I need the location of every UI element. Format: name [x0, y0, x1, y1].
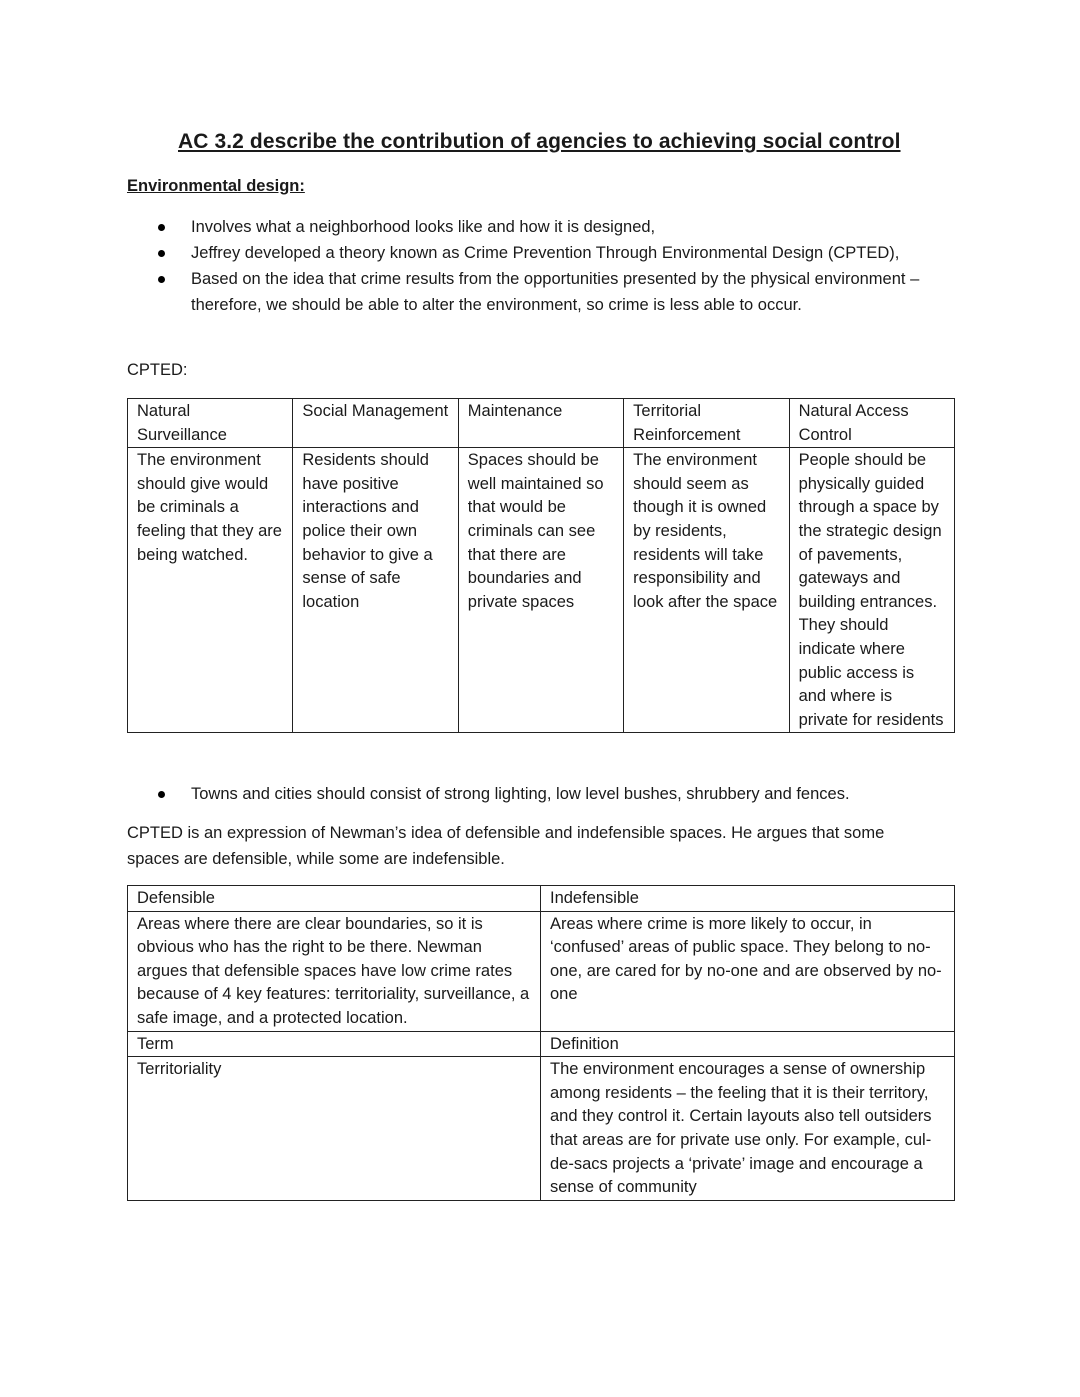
table-row	[128, 911, 955, 1031]
header-social-management: Social Management	[293, 399, 458, 448]
list-item: Involves what a neighborhood looks like and how it is designed,	[127, 214, 957, 240]
cell-natural-access-control: People should be physically guided through a space by the strategic design of pavements, gateways and building entrances. They should indicate where public access is and where is private for residents	[789, 448, 954, 733]
cell-social-management: Residents should have positive interactions and police their own behavior to give a sense of safe location	[293, 448, 458, 733]
environmental-design-heading: Environmental design:	[127, 177, 305, 195]
defensible-table	[127, 885, 955, 1201]
cpted-table	[127, 398, 955, 733]
header-defensible: Defensible	[128, 886, 541, 912]
table-row	[128, 448, 955, 733]
table-header-row	[128, 886, 955, 912]
cell-term: Territoriality	[128, 1057, 541, 1201]
cell-definition: The environment encourages a sense of ownership among residents – the feeling that it is their territory, and they control it. Certain layouts also tell outsiders that areas are for private use only. For example, cul-de-sacs projects a ‘private’ image and encourage a sense of community	[541, 1057, 955, 1201]
table-header-row	[128, 399, 955, 448]
list-item: Based on the idea that crime results from the opportunities presented by the physical environment – therefore, we should be able to alter the environment, so crime is less able to occur.	[127, 266, 957, 318]
cpted-followup-list	[127, 782, 957, 806]
list-item: Jeffrey developed a theory known as Crime Prevention Through Environmental Design (CPTED),	[127, 240, 957, 266]
table-header-row	[128, 1031, 955, 1057]
header-maintenance: Maintenance	[458, 399, 623, 448]
list-item: Towns and cities should consist of strong lighting, low level bushes, shrubbery and fences.	[127, 782, 957, 806]
header-natural-surveillance: Natural Surveillance	[128, 399, 293, 448]
header-natural-access-control: Natural Access Control	[789, 399, 954, 448]
cpted-label: CPTED:	[127, 361, 188, 379]
cell-defensible: Areas where there are clear boundaries, so it is obvious who has the right to be there. Newman argues that defensible spaces have low crime rates because of 4 key features: territoriality, surveillance, a safe image, and a protected location.	[128, 911, 541, 1031]
table-row	[128, 1057, 955, 1201]
cell-natural-surveillance: The environment should give would be criminals a feeling that they are being watched.	[128, 448, 293, 733]
header-indefensible: Indefensible	[541, 886, 955, 912]
page-title: AC 3.2 describe the contribution of agencies to achieving social control	[178, 130, 901, 153]
cell-maintenance: Spaces should be well maintained so that would be criminals can see that there are boundaries and private spaces	[458, 448, 623, 733]
cell-indefensible: Areas where crime is more likely to occur, in ‘confused’ areas of public space. They belong to no-one, are cared for by no-one and are observed by no-one	[541, 911, 955, 1031]
header-territorial-reinforcement: Territorial Reinforcement	[624, 399, 789, 448]
environmental-design-list	[127, 214, 957, 318]
header-term: Term	[128, 1031, 541, 1057]
cell-territorial-reinforcement: The environment should seem as though it is owned by residents, residents will take responsibility and look after the space	[624, 448, 789, 733]
newman-paragraph: CPTED is an expression of Newman’s idea of defensible and indefensible spaces. He argues that some spaces are defensible, while some are indefensible.	[127, 824, 885, 868]
header-definition: Definition	[541, 1031, 955, 1057]
